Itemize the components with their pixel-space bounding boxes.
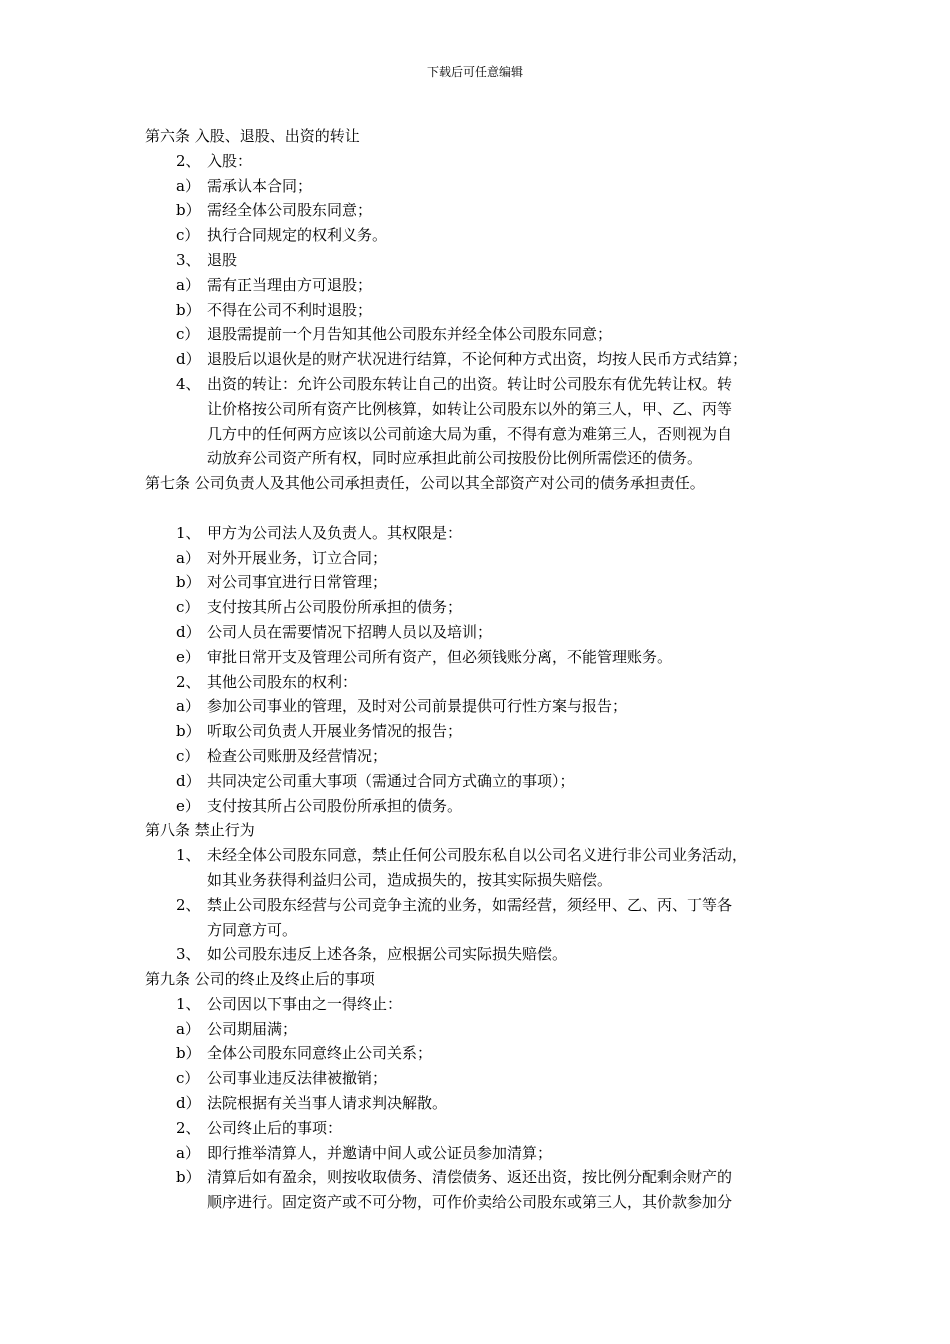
list-item-text: 其他公司股东的权利： bbox=[207, 672, 358, 691]
list-marker: e） bbox=[176, 796, 200, 815]
list-marker: 3、 bbox=[176, 250, 201, 269]
blank-line bbox=[0, 496, 950, 521]
list-item bbox=[0, 620, 950, 645]
list-item bbox=[0, 322, 950, 347]
list-marker: a） bbox=[176, 176, 200, 195]
list-marker: d） bbox=[176, 1094, 201, 1113]
list-item bbox=[0, 744, 950, 769]
list-item-text: 检查公司账册及经营情况； bbox=[207, 746, 388, 765]
list-item-text: 退股需提前一个月告知其他公司股东并经全体公司股东同意； bbox=[207, 325, 613, 344]
list-marker: b） bbox=[176, 722, 201, 741]
list-item-continuation: 方同意方可。 bbox=[207, 920, 298, 939]
list-item bbox=[0, 1116, 950, 1141]
list-item bbox=[0, 942, 950, 967]
list-item bbox=[0, 248, 950, 273]
list-marker: b） bbox=[176, 1044, 201, 1063]
list-item bbox=[0, 1017, 950, 1042]
list-item-text: 支付按其所占公司股份所承担的债务。 bbox=[207, 796, 463, 815]
list-item bbox=[0, 347, 950, 372]
list-marker: a） bbox=[176, 697, 200, 716]
list-item bbox=[0, 719, 950, 744]
list-marker: a） bbox=[176, 1143, 200, 1162]
list-item bbox=[0, 546, 950, 571]
list-item bbox=[0, 149, 950, 174]
list-item-text: 甲方为公司法人及负责人。其权限是： bbox=[207, 523, 463, 542]
list-item bbox=[0, 372, 950, 397]
list-marker: 1、 bbox=[176, 523, 201, 542]
list-marker: c） bbox=[176, 1069, 200, 1088]
list-item-continuation: 让价格按公司所有资产比例核算，如转让公司股东以外的第三人，甲、乙、丙等 bbox=[207, 399, 733, 418]
list-item-text: 公司终止后的事项： bbox=[207, 1118, 343, 1137]
page-header: 下载后可任意编辑 bbox=[426, 65, 523, 79]
list-item bbox=[0, 893, 950, 918]
list-item-text: 法院根据有关当事人请求判决解散。 bbox=[207, 1094, 448, 1113]
list-item bbox=[0, 521, 950, 546]
list-item bbox=[0, 174, 950, 199]
list-marker: a） bbox=[176, 275, 200, 294]
list-item bbox=[0, 769, 950, 794]
list-item bbox=[0, 694, 950, 719]
list-item-text: 参加公司事业的管理，及时对公司前景提供可行性方案与报告； bbox=[207, 697, 628, 716]
list-item-text: 支付按其所占公司股份所承担的债务； bbox=[207, 598, 463, 617]
list-marker: c） bbox=[176, 325, 200, 344]
list-item-text: 入股： bbox=[207, 151, 253, 170]
list-marker: 2、 bbox=[176, 895, 201, 914]
list-item bbox=[0, 794, 950, 819]
list-marker: c） bbox=[176, 746, 200, 765]
list-item bbox=[0, 223, 950, 248]
list-item bbox=[0, 1165, 950, 1190]
list-marker: 2、 bbox=[176, 1118, 201, 1137]
list-item bbox=[0, 1041, 950, 1066]
list-item bbox=[0, 273, 950, 298]
list-item-text: 即行推举清算人，并邀请中间人或公证员参加清算； bbox=[207, 1143, 553, 1162]
list-marker: a） bbox=[176, 548, 200, 567]
list-item-text: 需有正当理由方可退股； bbox=[207, 275, 373, 294]
list-item-text: 审批日常开支及管理公司所有资产，但必须钱账分离，不能管理账务。 bbox=[207, 647, 673, 666]
list-item-text: 清算后如有盈余，则按收取债务、清偿债务、返还出资，按比例分配剩余财产的 bbox=[207, 1168, 733, 1187]
list-marker: a） bbox=[176, 1019, 200, 1038]
list-marker: c） bbox=[176, 226, 200, 245]
list-item bbox=[0, 645, 950, 670]
list-marker: b） bbox=[176, 573, 201, 592]
list-item bbox=[0, 198, 950, 223]
list-item-text: 退股 bbox=[207, 250, 238, 269]
list-item-continuation: 几方中的任何两方应该以公司前途大局为重，不得有意为难第三人，否则视为自 bbox=[207, 424, 733, 443]
list-item-text: 未经全体公司股东同意，禁止任何公司股东私自以公司名义进行非公司业务活动， bbox=[207, 846, 748, 865]
list-item-text: 共同决定公司重大事项（需通过合同方式确立的事项）； bbox=[207, 771, 575, 790]
list-item bbox=[0, 1141, 950, 1166]
list-item bbox=[0, 992, 950, 1017]
list-marker: 1、 bbox=[176, 994, 201, 1013]
list-item-continuation: 如其业务获得利益归公司，造成损失的，按其实际损失赔偿。 bbox=[207, 870, 613, 889]
list-item-text: 执行合同规定的权利义务。 bbox=[207, 226, 388, 245]
article-7-title: 第七条 公司负责人及其他公司承担责任，公司以其全部资产对公司的债务承担责任。 bbox=[145, 474, 705, 493]
list-item-text: 对外开展业务，订立合同； bbox=[207, 548, 388, 567]
list-marker: d） bbox=[176, 622, 201, 641]
list-item-text: 听取公司负责人开展业务情况的报告； bbox=[207, 722, 463, 741]
list-marker: b） bbox=[176, 1168, 201, 1187]
list-item bbox=[0, 1091, 950, 1116]
list-item bbox=[0, 570, 950, 595]
list-marker: 2、 bbox=[176, 151, 201, 170]
list-item-text: 需承认本合同； bbox=[207, 176, 313, 195]
list-item-continuation: 顺序进行。固定资产或不可分物，可作价卖给公司股东或第三人，其价款参加分 bbox=[207, 1193, 733, 1212]
list-marker: e） bbox=[176, 647, 200, 666]
list-item bbox=[0, 670, 950, 695]
list-item-text: 不得在公司不利时退股； bbox=[207, 300, 373, 319]
list-item-text: 需经全体公司股东同意； bbox=[207, 201, 373, 220]
list-marker: 4、 bbox=[176, 374, 201, 393]
list-item bbox=[0, 843, 950, 868]
list-marker: 2、 bbox=[176, 672, 201, 691]
list-marker: c） bbox=[176, 598, 200, 617]
list-item-text: 禁止公司股东经营与公司竞争主流的业务，如需经营，须经甲、乙、丙、丁等各 bbox=[207, 895, 733, 914]
list-item bbox=[0, 298, 950, 323]
list-marker: 3、 bbox=[176, 945, 201, 964]
list-item-text: 公司事业违反法律被撤销； bbox=[207, 1069, 388, 1088]
list-item-text: 公司因以下事由之一得终止： bbox=[207, 994, 403, 1013]
list-item-text: 出资的转让：允许公司股东转让自己的出资。转让时公司股东有优先转让权。转 bbox=[207, 374, 733, 393]
article-6-title: 第六条 入股、退股、出资的转让 bbox=[145, 127, 360, 145]
list-item-text: 公司人员在需要情况下招聘人员以及培训； bbox=[207, 622, 493, 641]
list-item-text: 全体公司股东同意终止公司关系； bbox=[207, 1044, 433, 1063]
list-item bbox=[0, 595, 950, 620]
article-8-title: 第八条 禁止行为 bbox=[145, 821, 255, 840]
list-item-text: 公司期届满； bbox=[207, 1019, 298, 1038]
list-marker: b） bbox=[176, 300, 201, 319]
list-marker: 1、 bbox=[176, 846, 201, 865]
list-item-text: 如公司股东违反上述各条，应根据公司实际损失赔偿。 bbox=[207, 945, 568, 964]
article-9-title: 第九条 公司的终止及终止后的事项 bbox=[145, 970, 375, 989]
list-item bbox=[0, 1066, 950, 1091]
document-body bbox=[0, 124, 950, 1215]
list-item-continuation: 动放弃公司资产所有权，同时应承担此前公司按股份比例所需偿还的债务。 bbox=[207, 449, 703, 468]
list-marker: b） bbox=[176, 201, 201, 220]
list-marker: d） bbox=[176, 771, 201, 790]
list-item-text: 退股后以退伙是的财产状况进行结算，不论何种方式出资，均按人民币方式结算； bbox=[207, 350, 748, 369]
list-item-text: 对公司事宜进行日常管理； bbox=[207, 573, 388, 592]
list-marker: d） bbox=[176, 350, 201, 369]
